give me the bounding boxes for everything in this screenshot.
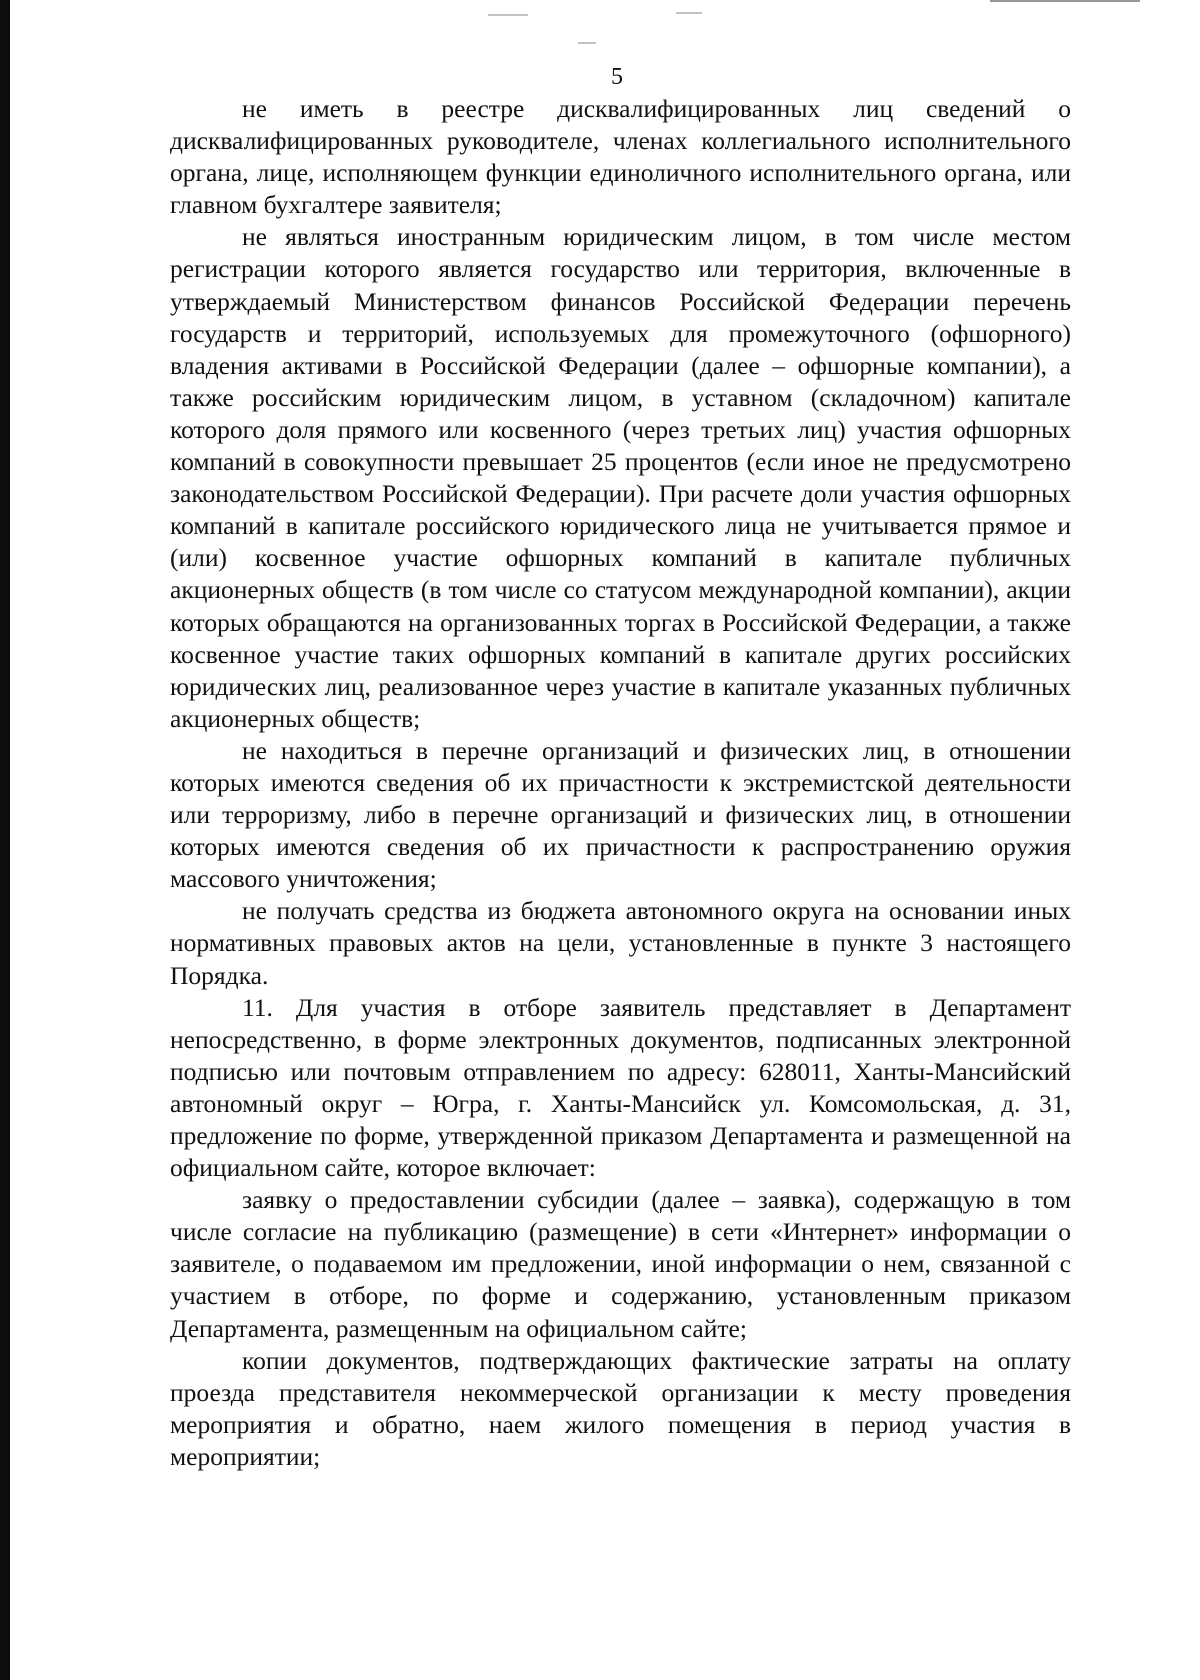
paragraph-extremism-list: не находиться в перечне организаций и физических лиц, в отношении которых имеются сведения об их причастности к экстремистской деятельности или терроризму, либо в перечне организаций и физических лиц, в отношении которых имеются сведения об их причастности к распространению оружия массового уничтожения; — [170, 735, 1071, 894]
scan-left-edge — [0, 0, 10, 1680]
scan-speck — [488, 14, 528, 16]
paragraph-application: заявку о предоставлении субсидии (далее – заявка), содержащую в том числе согласие на публикацию (размещение) в сети «Интернет» информации о заявителе, о подаваемом им предложении, иной информации о нем, связанной с участием в отборе, по форме и содержанию, установленным приказом Департамента, размещенным на официальном сайте; — [170, 1185, 1071, 1343]
paragraph-expense-documents: копии документов, подтверждающих фактические затраты на оплату проезда представителя некоммерческой организации к месту проведения мероприятия и обратно, наем жилого помещения в период участия в мероприятии; — [170, 1345, 1071, 1471]
page-number: 5 — [611, 64, 623, 90]
paragraph-disqualified-persons: не иметь в реестре дисквалифицированных лиц сведений о дисквалифицированных руководителе, членах коллегиального исполнительного органа, лице, исполняющем функции единоличного исполнительного органа, или главном бухгалтере заявителя; — [170, 94, 1071, 220]
scan-top-rule — [990, 0, 1140, 2]
scan-speck — [676, 12, 702, 14]
document-body — [170, 93, 1071, 1473]
paragraph-offshore-companies: не являться иностранным юридическим лицом, в том числе местом регистрации которого является государство или территория, включенные в утверждаемый Министерством финансов Российской Федерации перечень государств и территорий, используемых для промежуточного (офшорного) владения активами в Российской Федерации (далее – офшорные компании), а также российским юридическим лицом, в уставном (складочном) капитале которого доля прямого или косвенного (через третьих лиц) участия офшорных компаний в совокупности превышает 25 процентов (если иное не предусмотрено законодательством Российской Федерации). При расчете доли участия офшорных компаний в капитале российского юридического лица не учитывается прямое и (или) косвенное участие офшорных компаний в капитале публичных акционерных обществ (в том числе со статусом международной компании), акции которых обращаются на организованных торгах в Российской Федерации, а также косвенное участие таких офшорных компаний в капитале других российских юридических лиц, реализованное через участие в капитале указанных публичных акционерных обществ; — [170, 222, 1071, 733]
paragraph-budget-funds: не получать средства из бюджета автономного округа на основании иных нормативных правовых актов на цели, установленные в пункте 3 настоящего Порядка. — [170, 896, 1071, 990]
paragraph-item-11: 11. Для участия в отборе заявитель представляет в Департамент непосредственно, в форме электронных документов, подписанных электронной подписью или почтовым отправлением по адресу: 628011, Ханты-Мансийский автономный округ – Югра, г. Ханты-Мансийск ул. Комсомольская, д. 31, предложение по форме, утвержденной приказом Департамента и размещенной на официальном сайте, которое включает: — [170, 992, 1071, 1183]
scan-speck — [578, 42, 596, 44]
